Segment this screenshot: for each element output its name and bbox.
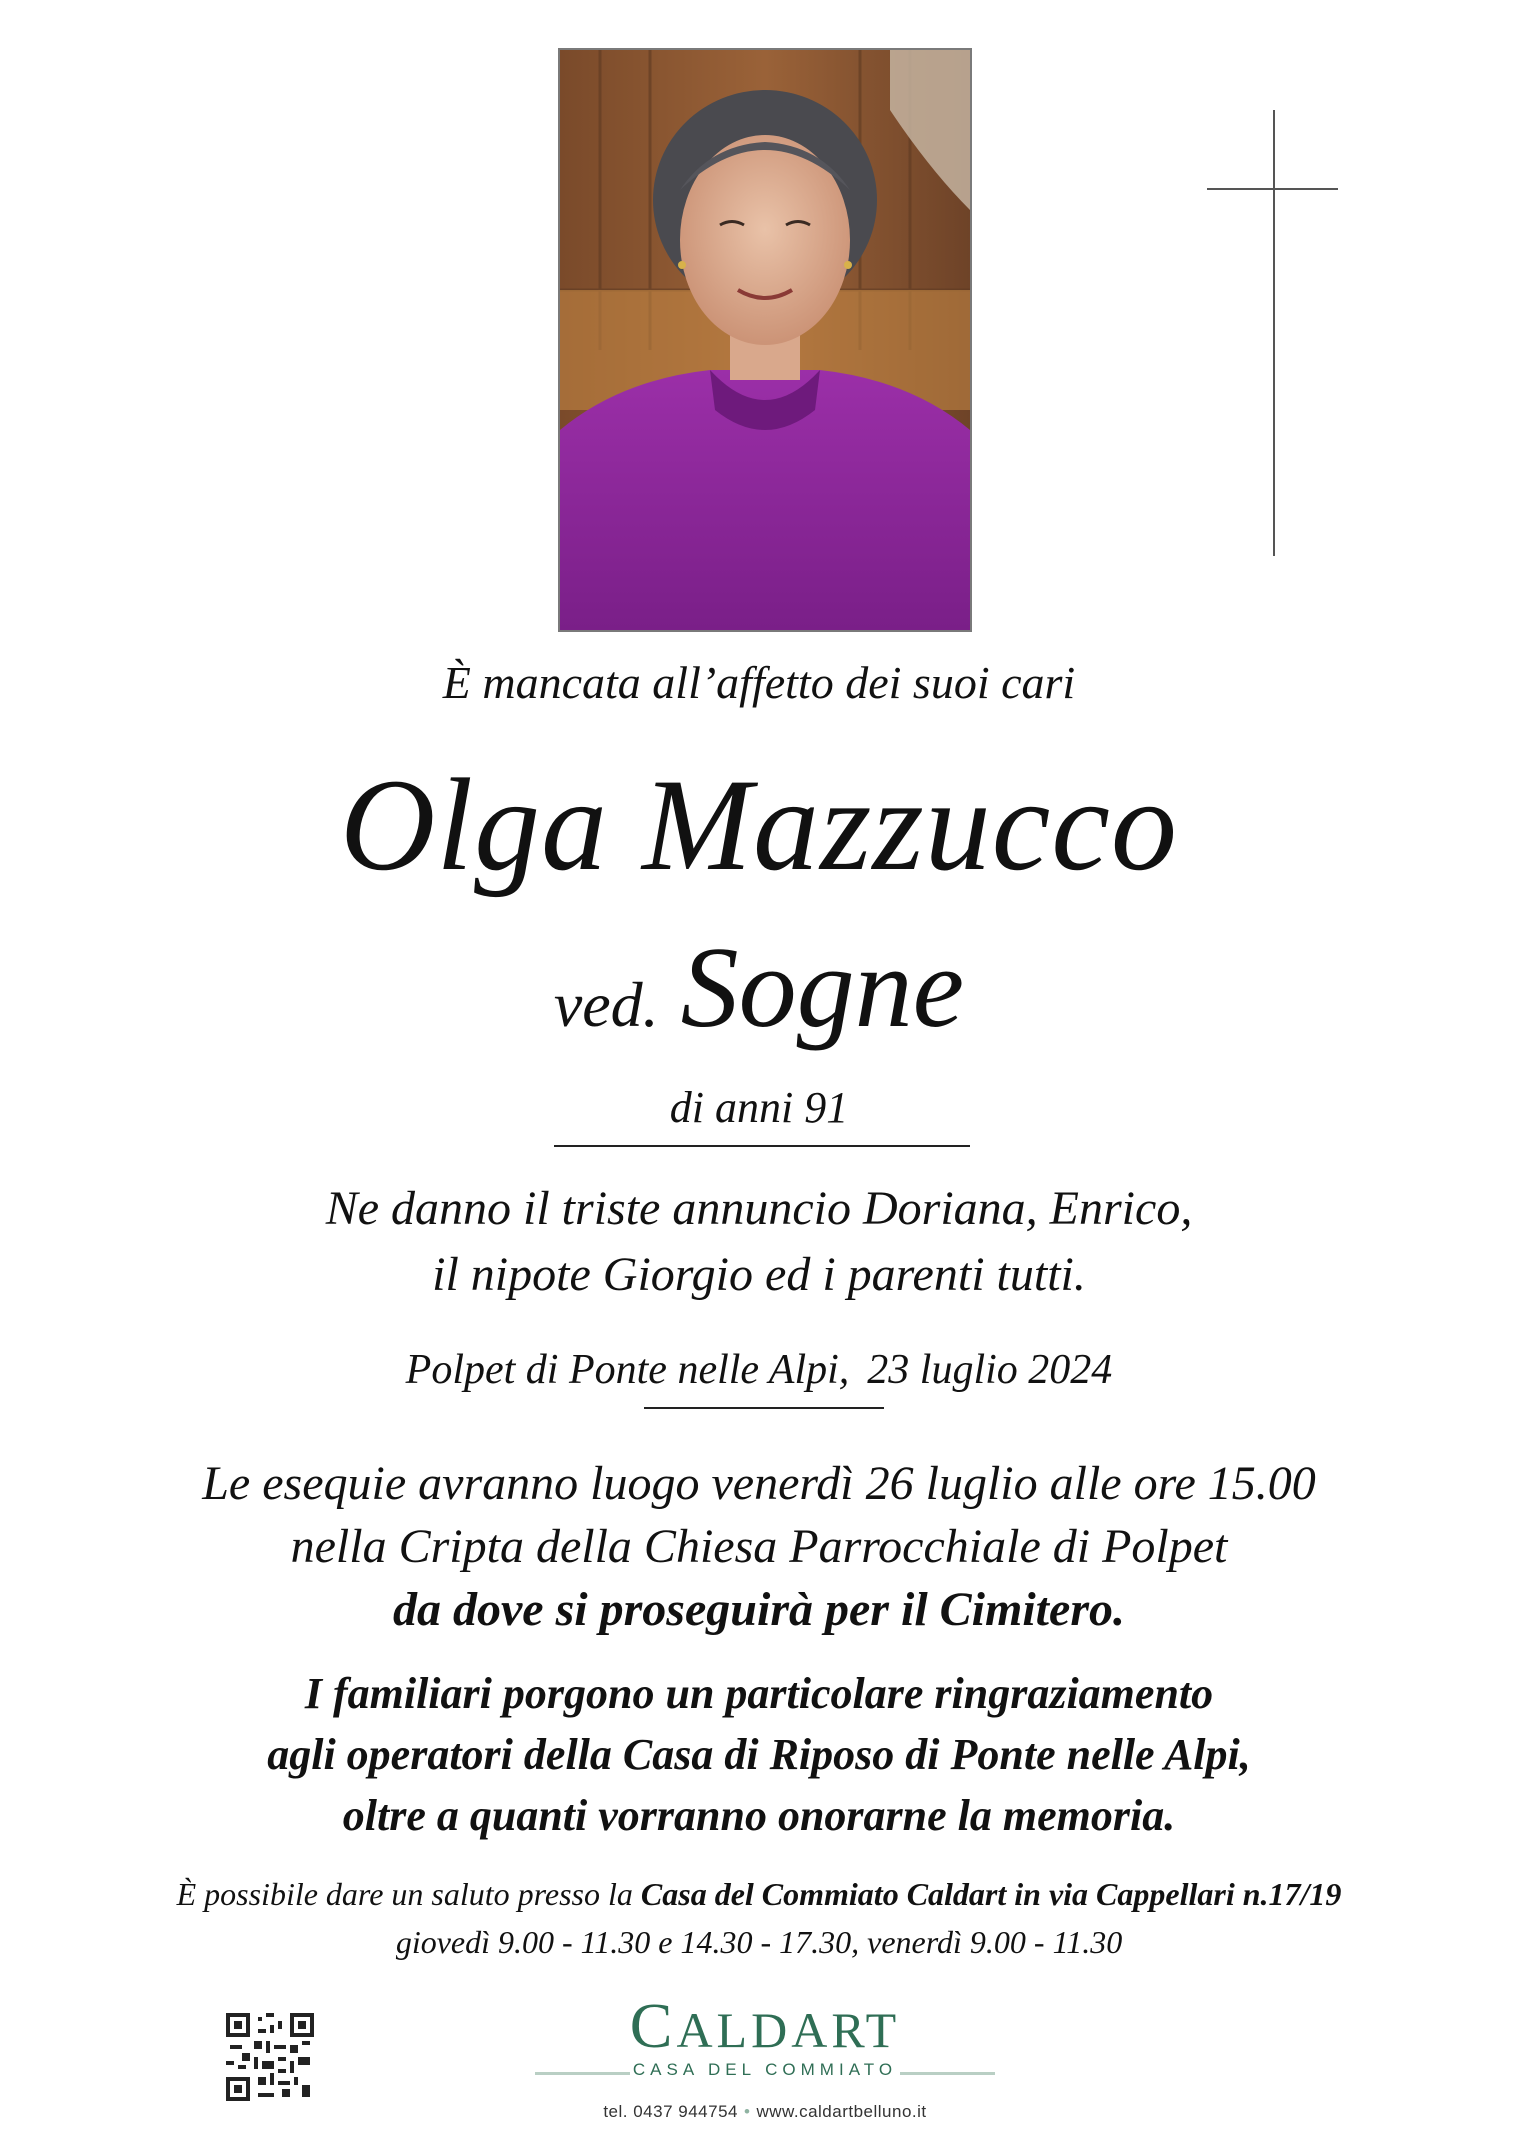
age-text: di anni 91 (669, 1083, 849, 1132)
logo-subtitle: CASA DEL COMMIATO (632, 2060, 898, 2079)
logo-website[interactable]: www.caldartbelluno.it (756, 2102, 927, 2121)
caldart-logo (535, 1990, 995, 2122)
logo-first-letter: C (629, 1990, 677, 2061)
married-name-line (0, 922, 1518, 1055)
announcement-line-2: il nipote Giorgio ed i parenti tutti. (432, 1248, 1086, 1301)
cross-icon (1273, 110, 1275, 556)
visit-info (0, 1870, 1518, 1966)
logo-subtitle-row (535, 2060, 995, 2080)
visit-prefix: È possibile dare un saluto presso la (176, 1876, 641, 1912)
funeral-line-1: Le esequie avranno luogo venerdì 26 luglio alle ore 15.00 (202, 1457, 1316, 1510)
funeral-info (0, 1452, 1518, 1641)
logo-rest: ALDART (676, 2002, 901, 2058)
thanks-line-3: oltre a quanti vorranno onorarne la memoria. (342, 1791, 1176, 1840)
announcement-line-1: Ne danno il triste annuncio Doriana, Enrico, (325, 1182, 1193, 1235)
deceased-name: Olga Mazzucco (340, 751, 1178, 898)
visit-line-1 (0, 1870, 1518, 1918)
intro-text: È mancata all’affetto dei suoi cari (442, 657, 1076, 708)
logo-rule-left (535, 2072, 630, 2075)
logo-name (535, 1990, 995, 2061)
portrait-photo (558, 48, 972, 632)
funeral-line-3: da dove si proseguirà per il Cimitero. (393, 1583, 1125, 1636)
place: Polpet di Ponte nelle Alpi, (405, 1347, 850, 1393)
logo-phone: tel. 0437 944754 (603, 2102, 738, 2121)
funeral-line-2: nella Cripta della Chiesa Parrocchiale di Polpet (290, 1520, 1228, 1573)
thanks-line-2: agli operatori della Casa di Riposo di Ponte nelle Alpi, (267, 1730, 1251, 1779)
separator-dot-icon: • (744, 2102, 751, 2121)
announcement (0, 1176, 1518, 1308)
place-date (0, 1346, 1518, 1394)
visit-hours: giovedì 9.00 - 11.30 e 14.30 - 17.30, venerdì 9.00 - 11.30 (395, 1924, 1123, 1960)
visit-location: Casa del Commiato Caldart in via Cappellari n.17/19 (640, 1876, 1342, 1912)
ved-prefix: ved. (553, 969, 659, 1040)
qr-code-icon[interactable] (226, 2013, 314, 2101)
married-name: Sogne (680, 924, 965, 1052)
thanks-line-1: I familiari porgono un particolare ringraziamento (304, 1669, 1214, 1718)
cross-icon-arm (1207, 188, 1338, 190)
logo-rule-right (900, 2072, 995, 2075)
date: 23 luglio 2024 (867, 1347, 1113, 1393)
divider (554, 1145, 970, 1147)
thanks-text (0, 1663, 1518, 1846)
divider (644, 1407, 884, 1409)
logo-contact (535, 2102, 995, 2122)
